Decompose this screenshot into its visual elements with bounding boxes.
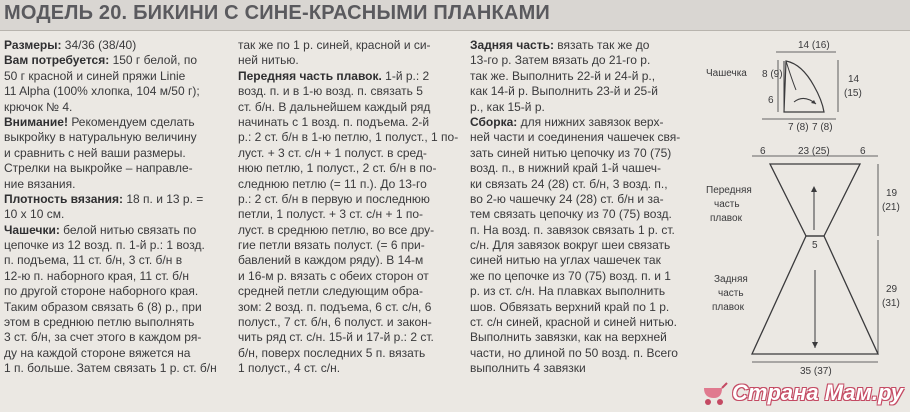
text-line [238,177,462,192]
bold-run: Передняя часть плавок. [238,68,382,83]
text-run: белой нитью связать по [59,222,197,237]
text-run: тем связать цепочку из 70 (75) возд. [470,207,672,222]
text-run: 50 г красной и синей пряжи Linie [4,68,186,83]
text-line [4,38,230,53]
text-run: следнюю петлю (= 11 п.). До 13-го [238,176,427,191]
text-run: так же по 1 р. синей, красной и си- [238,38,431,52]
strollers-icon [700,378,730,408]
bold-run: Чашечки: [4,222,60,237]
text-line [4,315,230,330]
bold-run: Плотность вязания: [4,191,124,206]
site-watermark [700,376,910,410]
text-line [238,69,462,84]
text-line [4,192,230,207]
text-run: с/н. Для завязок вокруг шеи связать [470,238,671,253]
text-column-3 [470,38,698,377]
text-run: для нижних завязок верх- [517,114,664,129]
text-line [470,192,698,207]
front-right: 19 [886,188,898,199]
text-run: 1 полуст., 4 ст. с/н. [238,361,341,376]
text-line [470,161,698,176]
text-run: 3 ст. б/н, за счет этого в каждом ря- [4,330,202,345]
cup-label: Чашечка [706,68,747,79]
text-run: ст. б/н. В дальнейшем каждый ряд [238,99,431,114]
text-run: Выполнить завязки, как на верхней [470,330,667,345]
text-line [238,38,462,53]
text-run: как 14-й р. Выполнить 23-й и 25-й [470,84,658,99]
mid-label: 5 [812,240,818,251]
text-line [238,315,462,330]
text-run: средней петли следующим обра- [238,284,423,299]
text-line [470,346,698,361]
text-run: ст. с/н синей, красной и синей нитью. [470,315,677,330]
text-run: Рекомендуем сделать [67,114,195,129]
text-run: и сравнить с ней ваши размеры. [4,145,186,160]
text-line [470,315,698,330]
text-line [4,346,230,361]
page-title: МОДЕЛЬ 20. БИКИНИ С СИНЕ-КРАСНЫМИ ПЛАНКАМИ [4,2,551,24]
text-run: ки связать 24 (28) ст. б/н, 3 возд. п., [470,176,668,191]
text-line [238,130,462,145]
text-run: полуст., 7 ст. б/н, 6 полуст. и закон- [238,315,432,330]
text-run: 11 Alpha (100% хлопка, 104 м/50 г); [4,84,200,99]
text-run: ней части и соединения чашечек свя- [470,130,681,145]
text-run: этом в среднюю петлю выполнять [4,315,195,330]
watermark-text: Страна Мам.ру [732,380,904,405]
text-run: синей нитью на углах чашечек так [470,253,661,268]
front-arrow-head [811,186,817,192]
text-line [470,223,698,238]
text-line [238,284,462,299]
text-line [238,192,462,207]
cup-shape [784,61,824,112]
text-run: так же. Выполнить 22-й и 24-й р., [470,68,656,83]
front-label-3: плавок [710,213,742,224]
cup-bottom-a: 7 (8) [788,122,809,133]
text-line [4,300,230,315]
front-top-right: 6 [860,146,866,157]
text-line [238,84,462,99]
text-run: 10 х 10 см. [4,207,65,222]
text-line [238,146,462,161]
text-run: ние вязания. [4,176,76,191]
cup-top-label: 14 (16) [798,40,830,51]
text-run: 34/36 (38/40) [61,38,137,52]
text-run: начинать с 1 возд. п. подъема. 2-й [238,114,430,129]
text-line [238,223,462,238]
text-run: по другой стороне наборного края. [4,284,199,299]
text-line [238,346,462,361]
text-run: 12-ю п. наборного края, 11 ст. б/н [4,268,190,283]
text-line [238,269,462,284]
text-line [238,53,462,68]
text-run: зом: 2 возд. п. подъема, 6 ст. с/н, 6 [238,299,432,314]
text-line [4,84,230,99]
back-right-b: (31) [882,298,900,309]
text-line [238,115,462,130]
text-line [470,53,698,68]
text-line [470,284,698,299]
text-line [470,38,698,53]
text-line [470,69,698,84]
text-run: Таким образом связать 6 (8) р., при [4,299,202,314]
text-line [238,253,462,268]
text-run: во 2-ю чашечку 24 (28) ст. б/н и за- [470,191,664,206]
front-top: 23 (25) [798,146,830,157]
text-run: петли, 1 полуст. + 3 ст. с/н + 1 по- [238,207,423,222]
pattern-svg [698,30,910,412]
text-line [470,253,698,268]
cup-bottom-b: 7 (8) [812,122,833,133]
text-run: возд. п., в нижний край 1-й чашеч- [470,161,662,176]
text-run: нюю петлю, 1 полуст., 2 ст. б/н в по- [238,161,437,176]
text-run: 13-го р. Затем вязать до 21-го р. [470,53,651,68]
text-line [4,361,230,376]
text-line [470,115,698,130]
text-run: бавлений в каждом ряду). В 14-м [238,253,424,268]
text-run: шов. Обвязать верхний край по 1 р. [470,299,670,314]
text-line [4,238,230,253]
text-line [4,284,230,299]
text-run: крючок № 4. [4,99,73,114]
text-run: ду на каждой стороне вяжется на [4,345,191,360]
back-bottom: 35 (37) [800,366,832,377]
text-run: чить ряд ст. с/н. 15-й и 17-й р.: 2 ст. [238,330,434,345]
text-run: р.: 2 ст. б/н в 1-ю петлю, 1 полуст., 1 по- [238,130,459,145]
text-run: возд. п. и в 1-ю возд. п. связать 5 [238,84,423,99]
front-panel-shape [770,164,860,236]
bold-run: Сборка: [470,114,518,129]
text-column-2 [238,38,462,377]
text-line [4,53,230,68]
text-line [4,100,230,115]
text-line [238,161,462,176]
back-label-3: плавок [712,302,744,313]
bold-run: Вам потребуется: [4,53,110,68]
front-top-left: 6 [760,146,766,157]
text-run: 1 п. больше. Затем связать 1 р. ст. б/н [4,361,217,376]
text-run: выполнить 4 завязки [470,361,586,376]
cup-right-b: (15) [844,88,862,99]
front-label-1: Передняя [706,185,752,196]
text-run: и 16-м р. вязать с обеих сторон от [238,268,429,283]
cup-left-a: 8 (9) [762,69,783,80]
text-line [238,330,462,345]
bold-run: Размеры: [4,38,62,52]
text-run: р., как 15-й р. [470,99,545,114]
text-line [4,269,230,284]
front-right-b: (21) [882,202,900,213]
text-line [4,253,230,268]
text-run: же по цепочке из 70 (75) возд. п. и 1 [470,268,671,283]
text-line [238,100,462,115]
text-run: зать синей нитью цепочку из 70 (75) [470,145,672,160]
cup-right: 14 [848,74,860,85]
text-line [470,84,698,99]
text-line [238,300,462,315]
text-line [4,207,230,222]
text-column-1 [4,38,230,377]
front-label-2: часть [714,199,740,210]
text-run: выкройку в натуральную величину [4,130,197,145]
text-line [238,207,462,222]
text-line [4,330,230,345]
text-line [238,361,462,376]
back-right: 29 [886,284,898,295]
text-run: 1-й р.: 2 [381,68,430,83]
text-run: р.: 2 ст. б/н в первую и последнюю [238,191,430,206]
text-run: гие петли вязать полуст. (= 6 при- [238,238,425,253]
bold-run: Внимание! [4,114,68,129]
text-line [4,69,230,84]
text-run: вязать так же до [553,38,650,52]
text-line [4,146,230,161]
text-run: луст. в среднюю петлю, во все дру- [238,222,435,237]
text-run: Стрелки на выкройке – направле- [4,161,193,176]
text-line [470,269,698,284]
page-header [0,0,910,31]
text-line [470,130,698,145]
text-run: 150 г белой, по [109,53,198,68]
text-line [4,115,230,130]
text-line [470,146,698,161]
bold-run: Задняя часть: [470,38,554,52]
pattern-diagram [698,30,910,412]
text-line [4,177,230,192]
text-line [470,207,698,222]
back-arrow-head [812,342,818,348]
back-label-1: Задняя [714,274,748,285]
text-line [470,177,698,192]
text-run: 18 п. и 13 р. = [123,191,204,206]
text-run: ней нитью. [238,53,299,68]
text-line [4,161,230,176]
text-line [470,361,698,376]
text-run: п. подъема, 11 ст. б/н, 3 ст. б/н в [4,253,183,268]
text-run: луст. + 3 ст. с/н + 1 полуст. в сред- [238,145,427,160]
text-run: цепочке из 12 возд. п. 1-й р.: 1 возд. [4,238,205,253]
text-line [470,330,698,345]
cup-left-b: 6 [768,95,774,106]
text-line [238,238,462,253]
text-line [470,100,698,115]
back-label-2: часть [718,288,744,299]
text-line [470,300,698,315]
text-line [4,223,230,238]
text-run: п. На возд. п. завязок связать 1 р. ст. [470,222,675,237]
text-line [470,238,698,253]
text-run: р. из ст. с/н. На плавках выполнить [470,284,666,299]
text-line [4,130,230,145]
text-run: части, но длиной по 50 возд. п. Всего [470,345,678,360]
text-run: б/н, поверх последних 5 п. вязать [238,345,426,360]
